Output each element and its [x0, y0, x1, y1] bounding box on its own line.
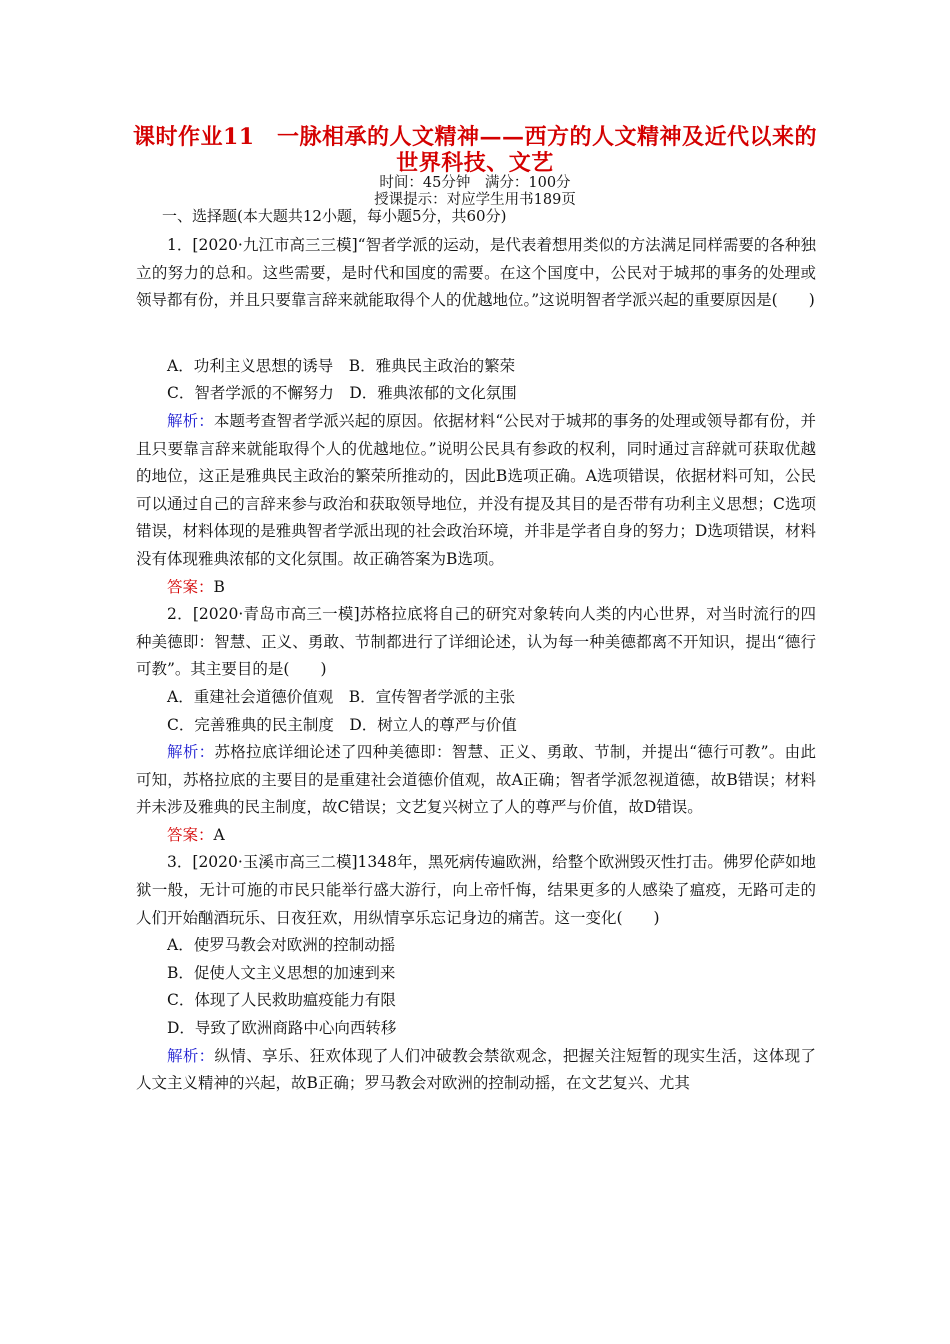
answer-value: B: [213, 577, 225, 596]
question-3: [136, 849, 816, 1097]
analysis-label: 解析：: [167, 743, 215, 762]
teaching-hint: 授课提示：对应学生用书189页: [374, 192, 576, 208]
analysis-label: 解析：: [167, 411, 214, 430]
answer-label: 答案：: [167, 577, 214, 596]
analysis-text: 苏格拉底详细论述了四种美德即：智慧、正义、勇敢、节制，并提出“德行可教”。由此可知，苏格拉底的主要目的是重建社会道德价值观，故A正确；智者学派忽视道德，故B错误；材料并未涉及雅典的民主制度，故C错误；文艺复兴树立了人的尊严与价值，故D错误。: [136, 743, 816, 817]
analysis-paragraph: [136, 1043, 816, 1098]
question-2: [136, 601, 816, 849]
question-option: D．导致了欧洲商路中心向西转移: [167, 1019, 397, 1038]
section-heading: 一、选择题(本大题共12小题，每小题5分，共60分): [162, 207, 507, 225]
question-stem: 1．[2020·九江市高三三模]“智者学派的运动，是代表着想用类似的方法满足同样需要的各种独立的努力的总和。这些需要，是时代和国度的需要。在这个国度中，公民对于城邦的事务的处理或领导都有份，并且只要靠言辞来就能取得个人的优越地位。”这说明智者学派兴起的重要原因是( ): [136, 236, 816, 310]
document-title-line1: 课时作业11 一脉相承的人文精神——西方的人文精神及近代以来的: [132, 124, 818, 150]
question-option: A．重建社会道德价值观 B．宣传智者学派的主张: [167, 687, 516, 706]
analysis-label: 解析：: [167, 1046, 215, 1065]
analysis-text: 本题考查智者学派兴起的原因。依据材料“公民对于城邦的事务的处理或领导都有份，并且只要靠言辞来就能取得个人的优越地位。”说明公民具有参政的权利，同时通过言辞就可获取优越的地位，这正是雅典民主政治的繁荣所推动的，因此B选项正确。A选项错误，依据材料可知，公民可以通过自己的言辞来参与政治和获取领导地位，并没有提及其目的是否带有功利主义思想；C选项错误，材料体现的是雅典智者学派出现的社会政治环境，并非是学者自身的努力；D选项错误，材料没有体现雅典浓郁的文化氛围。故正确答案为B选项。: [136, 411, 816, 568]
answer-value: A: [213, 825, 225, 844]
answer-line: [136, 574, 816, 602]
question-option: A．功利主义思想的诱导 B．雅典民主政治的繁荣: [167, 356, 516, 375]
answer-label: 答案：: [167, 825, 214, 844]
questions-body: [136, 232, 816, 1098]
question-option: C．完善雅典的民主制度 D．树立人的尊严与价值: [167, 715, 517, 734]
analysis-text: 纵情、享乐、狂欢体现了人们冲破教会禁欲观念，把握关注短暂的现实生活，这体现了人文主义精神的兴起，故B正确；罗马教会对欧洲的控制动摇，在文艺复兴、尤其: [136, 1046, 816, 1093]
time-info: 时间：45分钟 满分：100分: [379, 175, 571, 191]
question-option: C．智者学派的不懈努力 D．雅典浓郁的文化氛围: [167, 384, 517, 403]
question-1: [136, 232, 816, 601]
question-option: A．使罗马教会对欧洲的控制动摇: [167, 936, 396, 955]
document-title-line2: 世界科技、文艺: [396, 150, 554, 176]
analysis-paragraph: [136, 739, 816, 822]
answer-line: [136, 822, 816, 850]
question-option: C．体现了人民救助瘟疫能力有限: [167, 991, 396, 1010]
analysis-paragraph: [136, 408, 816, 574]
question-stem: 3．[2020·玉溪市高三二模]1348年，黑死病传遍欧洲，给整个欧洲毁灭性打击。佛罗伦萨如地狱一般，无计可施的市民只能举行盛大游行，向上帝忏悔，结果更多的人感染了瘟疫，无路可走的人们开始酗酒玩乐、日夜狂欢，用纵情享乐忘记身边的痛苦。这一变化( ): [136, 853, 816, 927]
question-option: B．促使人文主义思想的加速到来: [167, 963, 396, 982]
answer-space: [136, 315, 816, 353]
question-stem: 2．[2020·青岛市高三一模]苏格拉底将自己的研究对象转向人类的内心世界，对当时流行的四种美德即：智慧、正义、勇敢、节制都进行了详细论述，认为每一种美德都离不开知识，提出“德行可教”。其主要目的是( ): [136, 605, 816, 679]
